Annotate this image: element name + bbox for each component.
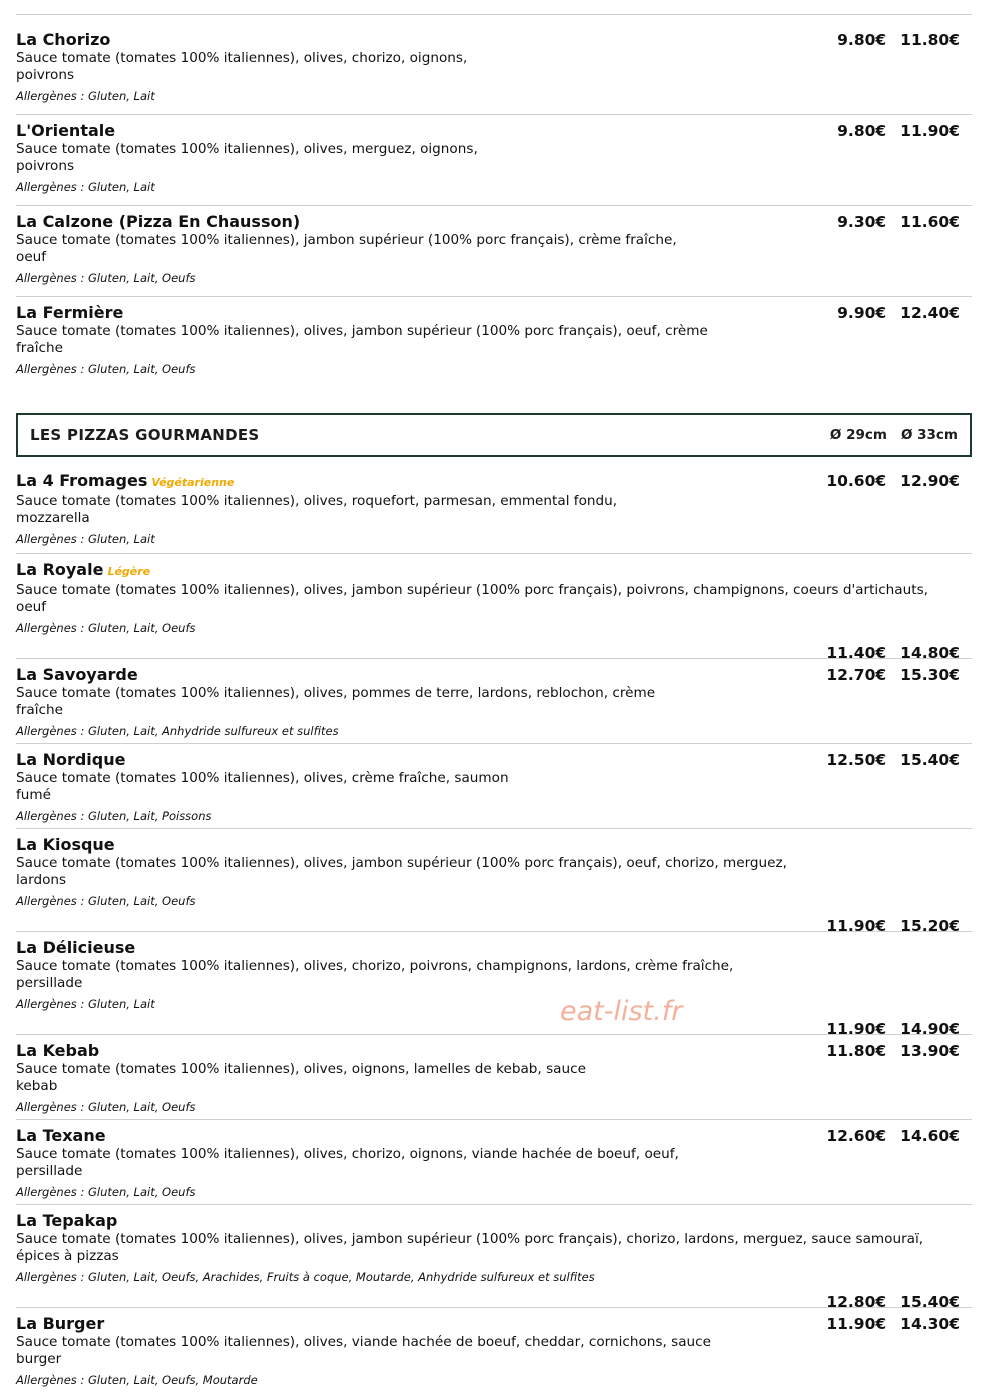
item-description: Sauce tomate (tomates 100% italiennes), olives, chorizo, poivrons, champignons, lardons, crème fraîche, (16, 958, 734, 974)
watermark: eat-list.fr (560, 996, 683, 1027)
item-prices (834, 121, 972, 141)
item-description-cont: fraîche (16, 702, 63, 718)
price-29cm: 11.90€ (826, 1020, 887, 1038)
item-description-cont: oeuf (16, 249, 47, 265)
top-divider (16, 14, 972, 30)
price-33cm: 14.30€ (900, 1315, 960, 1333)
item-name: La Kebab (16, 1041, 100, 1060)
item-description: Sauce tomate (tomates 100% italiennes), olives, jambon supérieur (100% porc français), oeuf, crème (16, 323, 708, 339)
item-tag: Végétarienne (151, 476, 235, 489)
item-name-text: La Royale (16, 560, 104, 579)
item-name-text: La 4 Fromages (16, 471, 148, 490)
price-33cm: 14.90€ (900, 1020, 960, 1038)
price-33cm: 15.40€ (900, 1293, 960, 1311)
item-description-cont: lardons (16, 872, 67, 888)
item-name: La Savoyarde (16, 665, 138, 684)
item-description: Sauce tomate (tomates 100% italiennes), jambon supérieur (100% porc français), crème fraîche, (16, 232, 677, 248)
price-33cm: 15.30€ (900, 666, 960, 684)
price-29cm: 11.80€ (826, 1042, 887, 1060)
item-allergens: Allergènes : Gluten, Lait, Oeufs (16, 894, 196, 908)
price-29cm: 9.30€ (837, 213, 887, 231)
item-description: Sauce tomate (tomates 100% italiennes), olives, jambon supérieur (100% porc français), poivrons, champignons, coeurs d'artichauts, (16, 582, 928, 598)
section-gourmandes (16, 471, 972, 1392)
item-name: La Kiosque (16, 835, 115, 854)
item-name: La Burger (16, 1314, 105, 1333)
price-33cm: 11.90€ (900, 122, 960, 140)
price-33cm: 13.90€ (900, 1042, 960, 1060)
price-29cm: 12.80€ (826, 1293, 887, 1311)
price-29cm: 9.80€ (837, 31, 887, 49)
menu-item (16, 1308, 972, 1392)
section-title: LES PIZZAS GOURMANDES (30, 426, 260, 444)
size-29cm-label: Ø 29cm (829, 427, 887, 443)
item-description-cont: poivrons (16, 158, 75, 174)
menu-item (16, 115, 972, 206)
menu-item (16, 1035, 972, 1120)
menu-item (16, 206, 972, 297)
item-name: La Texane (16, 1126, 106, 1145)
item-description-cont: persillade (16, 975, 83, 991)
price-33cm: 12.40€ (900, 304, 960, 322)
menu-item (16, 1120, 972, 1205)
item-name: L'Orientale (16, 121, 116, 140)
item-allergens: Allergènes : Gluten, Lait, Oeufs (16, 271, 196, 285)
price-29cm: 12.50€ (826, 751, 887, 769)
item-prices (834, 303, 972, 323)
size-labels (830, 427, 958, 443)
item-description-cont: mozzarella (16, 510, 90, 526)
item-allergens: Allergènes : Gluten, Lait, Anhydride sulfureux et sulfites (16, 724, 339, 738)
item-allergens: Allergènes : Gluten, Lait (16, 180, 155, 194)
price-29cm: 9.90€ (837, 304, 887, 322)
item-description-cont: oeuf (16, 599, 47, 615)
item-description-cont: fraîche (16, 340, 63, 356)
price-29cm: 11.90€ (826, 1315, 887, 1333)
menu-item (16, 932, 972, 1038)
item-description-cont: kebab (16, 1078, 58, 1094)
menu-item (16, 554, 972, 662)
section-header-gourmandes (16, 413, 972, 457)
item-description: Sauce tomate (tomates 100% italiennes), olives, jambon supérieur (100% porc français), oeuf, chorizo, merguez, (16, 855, 787, 871)
item-description-cont: burger (16, 1351, 62, 1367)
item-description-cont: poivrons (16, 67, 75, 83)
menu-item (16, 659, 972, 744)
price-33cm: 11.80€ (900, 31, 960, 49)
item-description-cont: épices à pizzas (16, 1248, 119, 1264)
item-description: Sauce tomate (tomates 100% italiennes), olives, jambon supérieur (100% porc français), chorizo, lardons, merguez, sauce samouraï, (16, 1231, 924, 1247)
item-prices (826, 750, 972, 770)
item-description: Sauce tomate (tomates 100% italiennes), olives, oignons, lamelles de kebab, sauce (16, 1061, 586, 1077)
price-33cm: 11.60€ (900, 213, 960, 231)
item-description: Sauce tomate (tomates 100% italiennes), olives, crème fraîche, saumon (16, 770, 509, 786)
item-description: Sauce tomate (tomates 100% italiennes), olives, chorizo, oignons, viande hachée de boeuf, oeuf, (16, 1146, 679, 1162)
item-description: Sauce tomate (tomates 100% italiennes), olives, roquefort, parmesan, emmental fondu, (16, 493, 618, 509)
menu-item (16, 30, 972, 115)
item-name: La Calzone (Pizza En Chausson) (16, 212, 301, 231)
item-prices (826, 1041, 972, 1061)
price-33cm: 15.20€ (900, 917, 960, 935)
item-allergens: Allergènes : Gluten, Lait, Oeufs (16, 621, 196, 635)
price-29cm: 11.90€ (826, 917, 887, 935)
item-prices (826, 1314, 972, 1334)
item-allergens: Allergènes : Gluten, Lait, Oeufs (16, 362, 196, 376)
item-name: La Fermière (16, 303, 124, 322)
item-tag: Légère (107, 565, 151, 578)
item-name (16, 471, 234, 493)
item-description: Sauce tomate (tomates 100% italiennes), olives, merguez, oignons, (16, 141, 478, 157)
item-name: La Délicieuse (16, 938, 136, 957)
item-description: Sauce tomate (tomates 100% italiennes), olives, pommes de terre, lardons, reblochon, crème (16, 685, 656, 701)
item-prices (826, 665, 972, 685)
menu-item (16, 1205, 972, 1311)
item-description-cont: persillade (16, 1163, 83, 1179)
item-name: La Nordique (16, 750, 126, 769)
price-29cm: 12.70€ (826, 666, 887, 684)
item-name (16, 560, 150, 582)
size-33cm-label: Ø 33cm (900, 427, 958, 443)
item-prices (834, 212, 972, 232)
menu-item (16, 744, 972, 829)
menu-item (16, 829, 972, 935)
price-33cm: 14.80€ (900, 644, 960, 662)
item-prices (826, 471, 972, 491)
price-33cm: 12.90€ (900, 472, 960, 490)
price-33cm: 15.40€ (900, 751, 960, 769)
item-allergens: Allergènes : Gluten, Lait, Oeufs (16, 1100, 196, 1114)
item-allergens: Allergènes : Gluten, Lait, Oeufs, Arachides, Fruits à coque, Moutarde, Anhydride sulfureux et sulfites (16, 1270, 595, 1284)
item-allergens: Allergènes : Gluten, Lait (16, 89, 155, 103)
section-classiques (16, 30, 972, 381)
item-name: La Chorizo (16, 30, 111, 49)
item-allergens: Allergènes : Gluten, Lait (16, 997, 155, 1011)
price-33cm: 14.60€ (900, 1127, 960, 1145)
item-allergens: Allergènes : Gluten, Lait (16, 532, 155, 546)
menu-page (16, 0, 972, 1392)
price-29cm: 11.40€ (826, 644, 887, 662)
item-allergens: Allergènes : Gluten, Lait, Oeufs, Moutarde (16, 1373, 258, 1387)
price-29cm: 10.60€ (826, 472, 887, 490)
item-name: La Tepakap (16, 1211, 118, 1230)
menu-item (16, 297, 972, 381)
item-allergens: Allergènes : Gluten, Lait, Oeufs (16, 1185, 196, 1199)
item-allergens: Allergènes : Gluten, Lait, Poissons (16, 809, 212, 823)
menu-item (16, 471, 972, 554)
item-description: Sauce tomate (tomates 100% italiennes), olives, viande hachée de boeuf, cheddar, cornichons, sauce (16, 1334, 711, 1350)
item-description: Sauce tomate (tomates 100% italiennes), olives, chorizo, oignons, (16, 50, 468, 66)
price-29cm: 9.80€ (837, 122, 887, 140)
item-prices (834, 30, 972, 50)
item-prices (826, 1126, 972, 1146)
price-29cm: 12.60€ (826, 1127, 887, 1145)
item-description-cont: fumé (16, 787, 52, 803)
